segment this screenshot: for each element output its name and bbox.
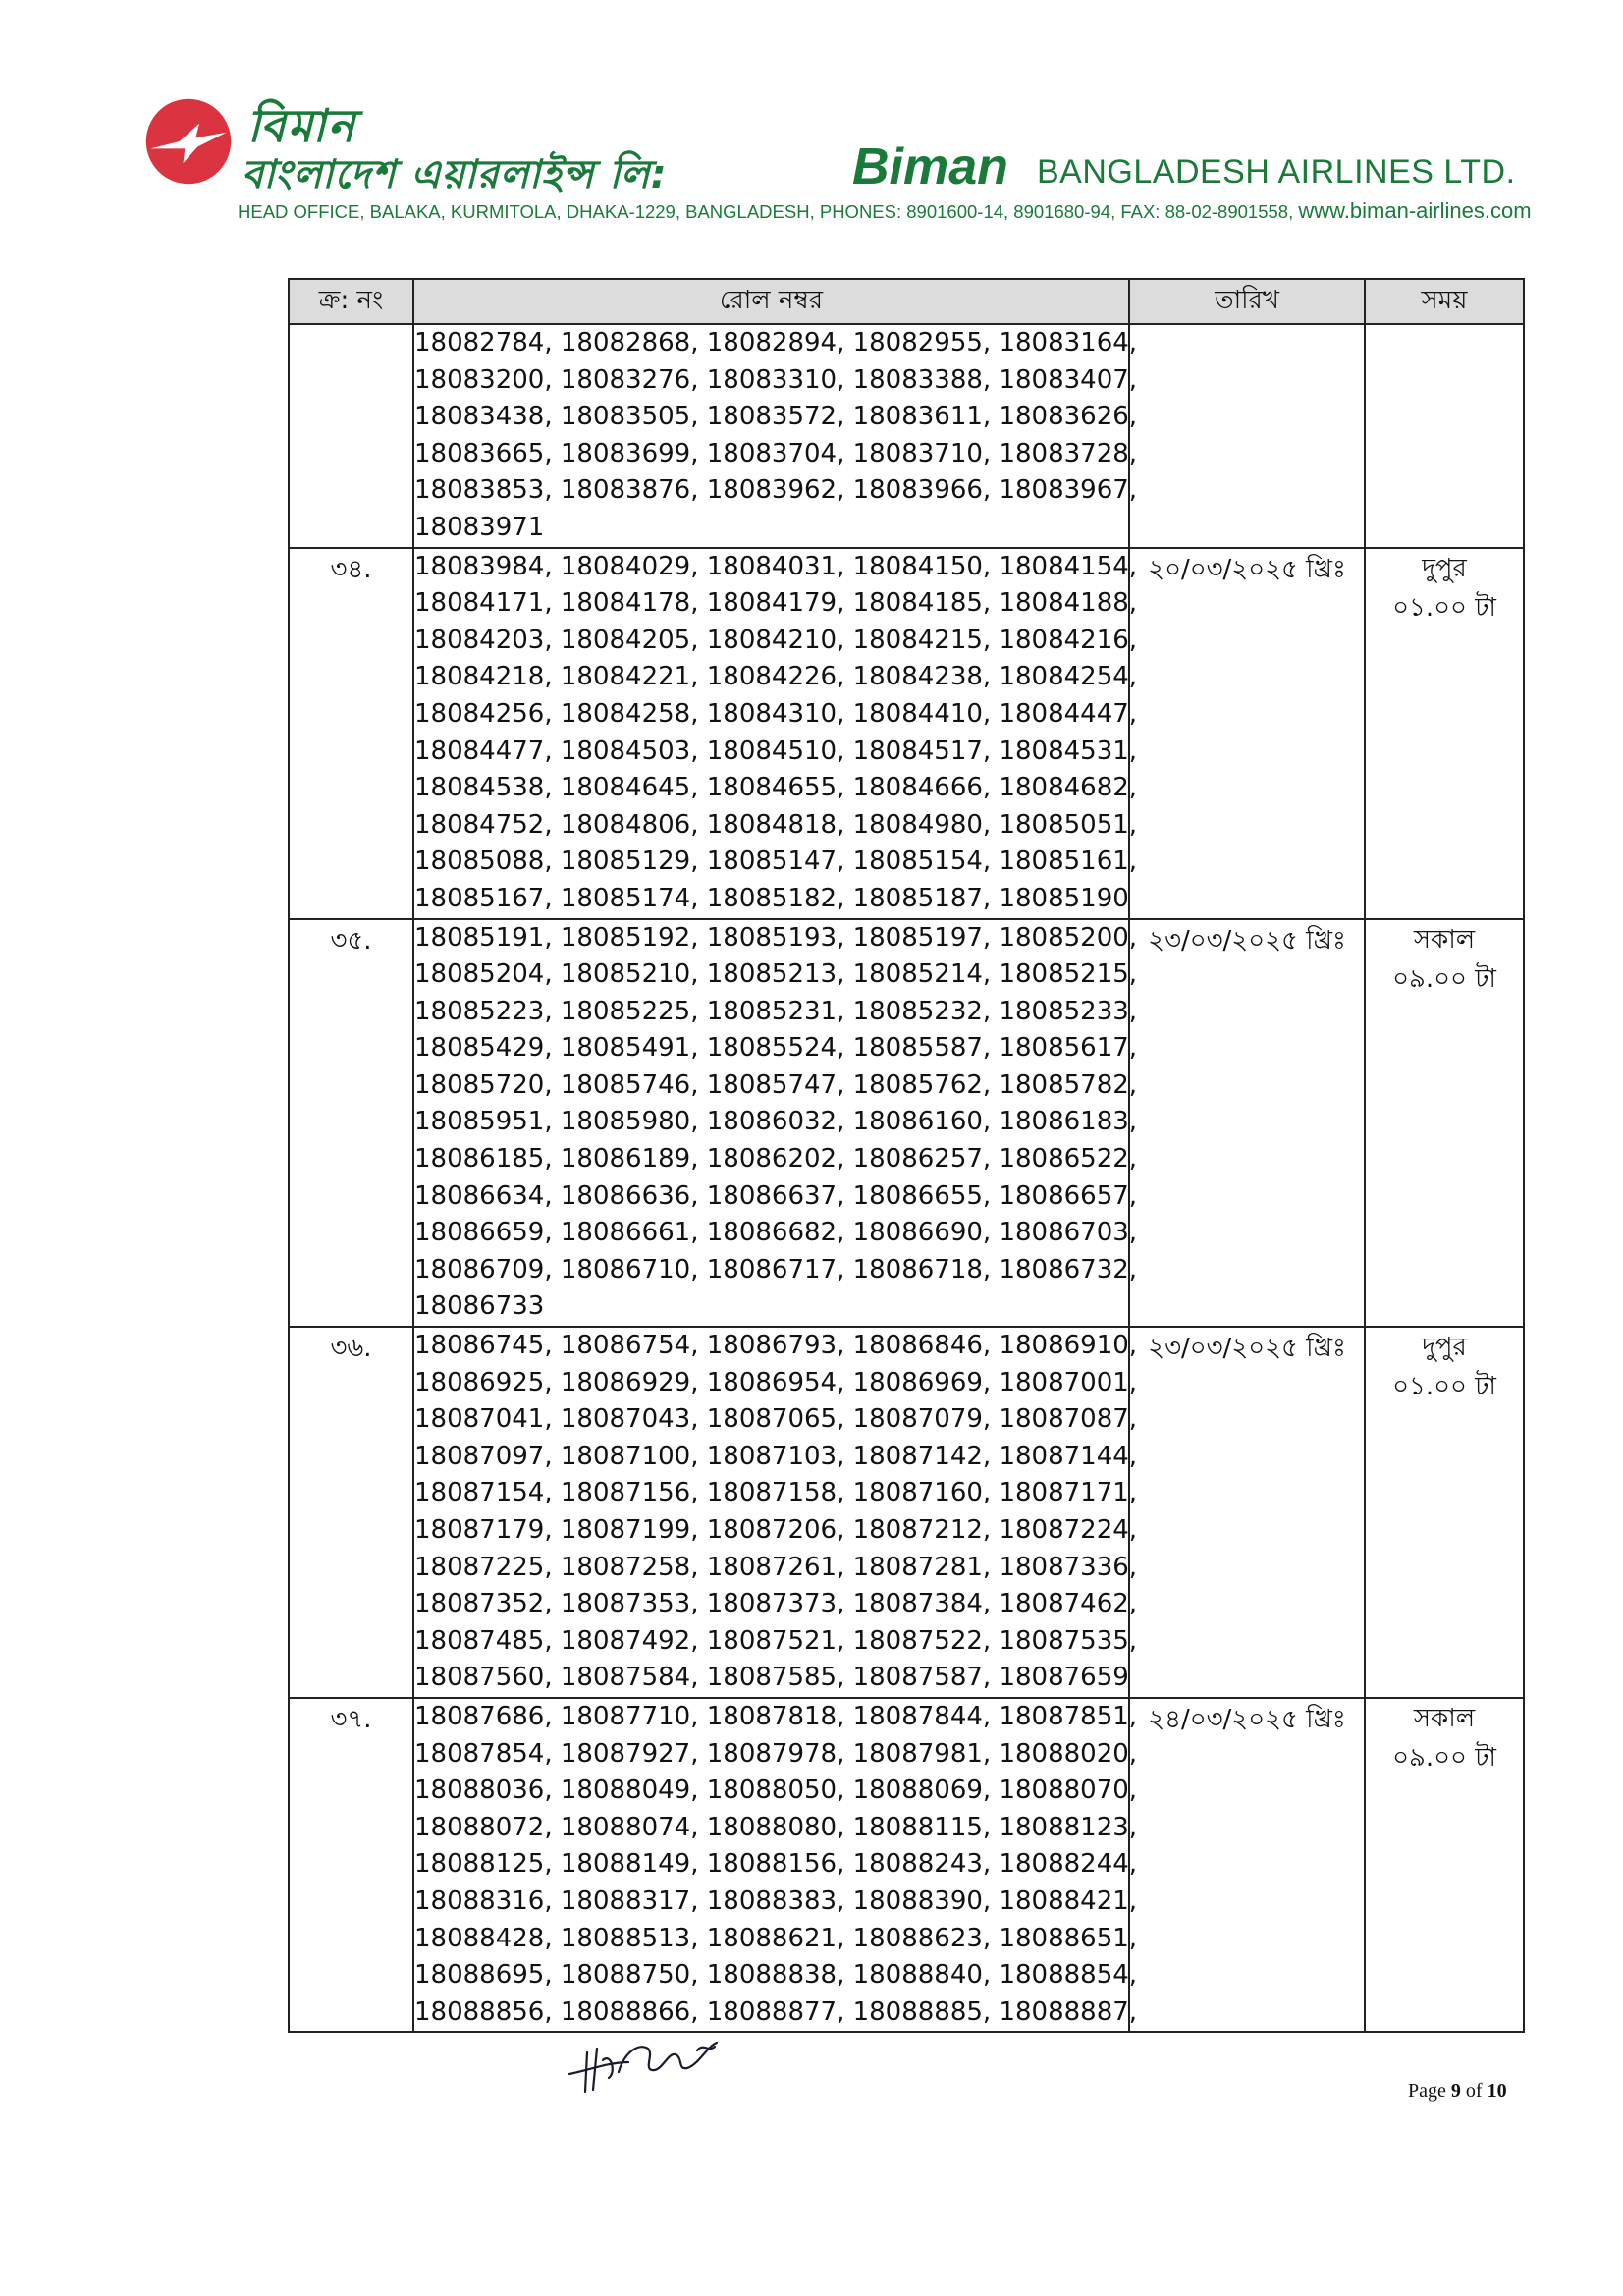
roll-line: 18087854, 18087927, 18087978, 18087981, 18088020, [414, 1738, 1138, 1769]
roll-numbers-cell [413, 324, 1138, 548]
serial-cell: ৩৫. [289, 919, 413, 1328]
roll-line: 18086745, 18086754, 18086793, 18086846, 18086910, [414, 1331, 1138, 1361]
roll-line: 18087686, 18087710, 18087818, 18087844, 18087851, [414, 1701, 1138, 1731]
time-value: ০৯.০০ টা [1392, 963, 1496, 994]
time-value: ০১.০০ টা [1392, 592, 1496, 623]
roll-schedule-table [288, 278, 1525, 2033]
roll-line: 18084538, 18084645, 18084655, 18084666, 18084682, [414, 773, 1138, 803]
page-of: of [1465, 2080, 1483, 2102]
roll-line: 18085204, 18085210, 18085213, 18085214, 18085215, [414, 959, 1138, 990]
roll-line: 18084171, 18084178, 18084179, 18084185, 18084188, [414, 588, 1138, 619]
table-row [289, 324, 1524, 548]
roll-line: 18084477, 18084503, 18084510, 18084517, 18084531, [414, 736, 1138, 766]
time-cell [1365, 1327, 1524, 1698]
roll-numbers-cell [413, 1327, 1138, 1698]
roll-line: 18087560, 18087584, 18087585, 18087587, 18087659 [414, 1663, 1129, 1693]
roll-numbers-cell [413, 548, 1138, 919]
time-value: ০১.০০ টা [1392, 1372, 1496, 1402]
brand-bangla-top: বিমান [247, 99, 357, 152]
roll-line: 18083971 [414, 512, 545, 542]
letterhead [137, 88, 1532, 236]
date-cell [1129, 324, 1365, 548]
roll-line: 18084256, 18084258, 18084310, 18084410, 18084447, [414, 698, 1138, 729]
serial-cell [289, 324, 413, 548]
header-serial: ক্র: নং [289, 279, 413, 324]
roll-line: 18085088, 18085129, 18085147, 18085154, 18085161, [414, 847, 1138, 877]
roll-line: 18082784, 18082868, 18082894, 18082955, 18083164, [414, 328, 1138, 357]
time-cell [1365, 324, 1524, 548]
roll-line: 18087179, 18087199, 18087206, 18087212, 18087224, [414, 1515, 1138, 1545]
roll-line: 18085720, 18085746, 18085747, 18085762, 18085782, [414, 1069, 1138, 1100]
table-row [289, 919, 1524, 1328]
head-office-address [238, 198, 1532, 224]
roll-line: 18087352, 18087353, 18087373, 18087384, 18087462, [414, 1589, 1138, 1619]
roll-line: 18086925, 18086929, 18086954, 18086969, 18087001, [414, 1367, 1138, 1397]
roll-line: 18088072, 18088074, 18088080, 18088115, 18088123, [414, 1812, 1138, 1842]
biman-logo-icon [143, 96, 234, 187]
roll-line: 18083200, 18083276, 18083310, 18083388, 18083407, [414, 364, 1138, 395]
date-cell: ২৩/০৩/২০২৫ খ্রিঃ [1129, 1327, 1365, 1698]
roll-line: 18083853, 18083876, 18083962, 18083966, 18083967, [414, 475, 1138, 506]
roll-line: 18087485, 18087492, 18087521, 18087522, 18087535, [414, 1625, 1138, 1656]
brand-english-biman: Biman [852, 138, 1008, 195]
page-total: 10 [1487, 2080, 1507, 2102]
time-period: দুপুর [1422, 553, 1467, 583]
roll-line: 18085951, 18085980, 18086032, 18086160, 18086183, [414, 1107, 1138, 1137]
roll-line: 18084203, 18084205, 18084210, 18084215, 18084216, [414, 625, 1138, 655]
time-cell [1365, 548, 1524, 919]
header-time: সময় [1365, 279, 1524, 324]
page-prefix: Page [1408, 2080, 1446, 2102]
roll-line: 18086634, 18086636, 18086637, 18086655, 18086657, [414, 1180, 1138, 1211]
roll-line: 18085223, 18085225, 18085231, 18085232, 18085233, [414, 996, 1138, 1026]
serial-cell: ৩৬. [289, 1327, 413, 1698]
address-text: HEAD OFFICE, BALAKA, KURMITOLA, DHAKA-1229, BANGLADESH, PHONES: 8901600-14, 8901680-94, FAX: 88-02-8901558, [238, 201, 1294, 222]
serial-cell: ৩৪. [289, 548, 413, 919]
table-row [289, 548, 1524, 919]
table-row [289, 1327, 1524, 1698]
time-cell [1365, 919, 1524, 1328]
date-cell: ২৪/০৩/২০২৫ খ্রিঃ [1129, 1698, 1365, 2032]
brand-english-name: BANGLADESH AIRLINES LTD. [1037, 153, 1516, 191]
header-roll-number: রোল নম্বর [413, 279, 1129, 324]
page-current: 9 [1450, 2080, 1461, 2102]
time-period: সকাল [1413, 1703, 1476, 1733]
roll-numbers-cell [413, 1698, 1138, 2032]
roll-line: 18085429, 18085491, 18085524, 18085587, 18085617, [414, 1033, 1138, 1064]
roll-line: 18083665, 18083699, 18083704, 18083710, 18083728, [414, 438, 1138, 468]
roll-numbers-cell [413, 919, 1138, 1328]
roll-line: 18085167, 18085174, 18085182, 18085187, 18085190 [414, 883, 1129, 913]
roll-line: 18083984, 18084029, 18084031, 18084150, 18084154, [414, 551, 1138, 581]
brand-bangla-name: বাংলাদেশ এয়ারলাইন্স লি: [242, 152, 668, 197]
roll-line: 18087225, 18087258, 18087261, 18087281, 18087336, [414, 1552, 1138, 1582]
roll-line: 18087097, 18087100, 18087103, 18087142, 18087144, [414, 1441, 1138, 1471]
roll-line: 18086659, 18086661, 18086682, 18086690, 18086703, [414, 1218, 1138, 1248]
roll-line: 18083438, 18083505, 18083572, 18083611, 18083626, [414, 402, 1138, 432]
time-value: ০৯.০০ টা [1392, 1742, 1496, 1773]
date-cell: ২০/০৩/২০২৫ খ্রিঃ [1129, 548, 1365, 919]
roll-line: 18086733 [414, 1291, 545, 1322]
table-row [289, 1698, 1524, 2032]
roll-line: 18086709, 18086710, 18086717, 18086718, 18086732, [414, 1254, 1138, 1285]
roll-line: 18084752, 18084806, 18084818, 18084980, 18085051, [414, 809, 1138, 840]
signature-icon [560, 2013, 746, 2102]
serial-cell: ৩৭. [289, 1698, 413, 2032]
time-period: সকাল [1413, 924, 1476, 955]
roll-line: 18087154, 18087156, 18087158, 18087160, 18087171, [414, 1478, 1138, 1508]
roll-line: 18088316, 18088317, 18088383, 18088390, 18088421, [414, 1886, 1138, 1916]
roll-line: 18088036, 18088049, 18088050, 18088069, 18088070, [414, 1776, 1138, 1806]
roll-line: 18084218, 18084221, 18084226, 18084238, 18084254, [414, 662, 1138, 692]
roll-line: 18088428, 18088513, 18088621, 18088623, 18088651, [414, 1923, 1138, 1953]
date-cell: ২৩/০৩/২০২৫ খ্রিঃ [1129, 919, 1365, 1328]
roll-line: 18088695, 18088750, 18088838, 18088840, 18088854, [414, 1960, 1138, 1991]
roll-line: 18085191, 18085192, 18085193, 18085197, 18085200, [414, 922, 1138, 953]
website-link[interactable]: www.biman-airlines.com [1298, 198, 1532, 223]
time-period: দুপুর [1422, 1333, 1467, 1363]
roll-line: 18086185, 18086189, 18086202, 18086257, 18086522, [414, 1144, 1138, 1175]
time-cell [1365, 1698, 1524, 2032]
table-header-row [289, 279, 1524, 324]
roll-line: 18087041, 18087043, 18087065, 18087079, 18087087, [414, 1404, 1138, 1435]
page-number [1408, 2080, 1507, 2103]
header-date: তারিখ [1129, 279, 1365, 324]
roll-line: 18088856, 18088866, 18088877, 18088885, 18088887, [414, 1996, 1138, 2027]
table-body [289, 324, 1524, 2032]
roll-line: 18088125, 18088149, 18088156, 18088243, 18088244, [414, 1849, 1138, 1880]
